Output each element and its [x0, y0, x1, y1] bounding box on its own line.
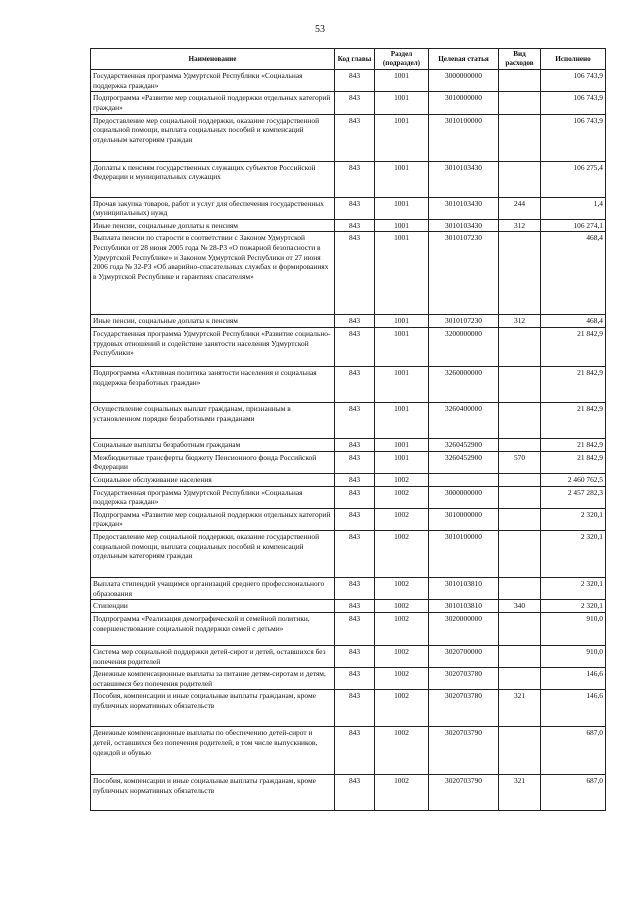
row-type [499, 70, 541, 92]
row-code: 843 [335, 486, 375, 508]
row-type: 340 [499, 600, 541, 613]
row-code: 843 [335, 578, 375, 600]
row-article: 3010103430 [429, 197, 499, 219]
row-article: 3010107230 [429, 232, 499, 315]
row-done: 2 457 282,3 [541, 486, 606, 508]
row-done: 2 460 762,5 [541, 473, 606, 486]
row-article: 3020703780 [429, 690, 499, 727]
row-article: 3020700000 [429, 645, 499, 667]
table-row [91, 92, 606, 114]
row-name: Государственная программа Удмуртской Республики «Социальная поддержка граждан» [91, 486, 335, 508]
row-type: 312 [499, 219, 541, 232]
row-type: 321 [499, 775, 541, 811]
row-code: 843 [335, 690, 375, 727]
row-article: 3260400000 [429, 403, 499, 439]
row-section: 1002 [375, 612, 429, 645]
row-code: 843 [335, 531, 375, 578]
row-section: 1001 [375, 219, 429, 232]
row-name: Пособия, компенсации и иные социальные выплаты гражданам, кроме публичных нормативных обязательств [91, 690, 335, 727]
table-row [91, 232, 606, 315]
table-row [91, 612, 606, 645]
row-section: 1001 [375, 161, 429, 197]
row-article: 3000000000 [429, 486, 499, 508]
row-section: 1001 [375, 92, 429, 114]
table-row [91, 70, 606, 92]
row-code: 843 [335, 315, 375, 328]
row-done: 468,4 [541, 315, 606, 328]
table-row [91, 727, 606, 775]
row-section: 1001 [375, 328, 429, 367]
row-done: 106 274,1 [541, 219, 606, 232]
row-article: 3020703780 [429, 668, 499, 690]
table-row [91, 451, 606, 473]
row-article: 3020000000 [429, 612, 499, 645]
row-name: Подпрограмма «Активная политика занятости населения и социальная поддержка безработных граждан» [91, 367, 335, 403]
row-section: 1001 [375, 114, 429, 161]
row-article: 3260452900 [429, 451, 499, 473]
row-type [499, 403, 541, 439]
row-done: 1,4 [541, 197, 606, 219]
row-name: Подпрограмма «Реализация демографической и семейной политики, совершенствование социальной поддержки семей с детьми» [91, 612, 335, 645]
row-article: 3260000000 [429, 367, 499, 403]
row-name: Предоставление мер социальной поддержки, оказание государственной социальной помощи, выплата социальных пособий и компенсаций отдельным категориям граждан [91, 114, 335, 161]
row-type [499, 531, 541, 578]
row-article: 3200000000 [429, 328, 499, 367]
row-article: 3010100000 [429, 114, 499, 161]
row-name: Денежные компенсационные выплаты за питание детям-сиротам и детям, оставшимся без попечения родителей [91, 668, 335, 690]
row-name: Стипендии [91, 600, 335, 613]
row-article: 3020703790 [429, 775, 499, 811]
row-type: 244 [499, 197, 541, 219]
row-section: 1002 [375, 473, 429, 486]
header-type: Вид расходов [499, 49, 541, 70]
row-section: 1002 [375, 690, 429, 727]
row-code: 843 [335, 451, 375, 473]
row-section: 1002 [375, 531, 429, 578]
row-name: Выплата стипендий учащимся организаций среднего профессионального образования [91, 578, 335, 600]
header-code: Код главы [335, 49, 375, 70]
row-type [499, 473, 541, 486]
row-section: 1001 [375, 451, 429, 473]
row-article: 3010103430 [429, 161, 499, 197]
table-row [91, 668, 606, 690]
row-name: Прочая закупка товаров, работ и услуг для обеспечения государственных (муниципальных) нужд [91, 197, 335, 219]
row-section: 1001 [375, 197, 429, 219]
row-section: 1002 [375, 727, 429, 775]
table-row [91, 367, 606, 403]
row-done: 146,6 [541, 690, 606, 727]
row-article: 3010103810 [429, 600, 499, 613]
header-name: Наименование [91, 49, 335, 70]
row-name: Система мер социальной поддержки детей-сирот и детей, оставшихся без попечения родителей [91, 645, 335, 667]
row-done: 2 320,1 [541, 600, 606, 613]
row-done: 2 320,1 [541, 531, 606, 578]
table-row [91, 219, 606, 232]
row-done: 146,6 [541, 668, 606, 690]
row-section: 1002 [375, 668, 429, 690]
row-code: 843 [335, 612, 375, 645]
row-article: 3260452900 [429, 439, 499, 452]
row-article: 3010107230 [429, 315, 499, 328]
row-code: 843 [335, 328, 375, 367]
row-code: 843 [335, 775, 375, 811]
row-type [499, 645, 541, 667]
row-code: 843 [335, 473, 375, 486]
row-article: 3010103810 [429, 578, 499, 600]
row-name: Иные пенсии, социальные доплаты к пенсиям [91, 219, 335, 232]
row-name: Социальное обслуживание населения [91, 473, 335, 486]
row-type [499, 439, 541, 452]
row-name: Государственная программа Удмуртской Республики «Развитие социально-трудовых отношений и содействие занятости населения Удмуртской Республики» [91, 328, 335, 367]
table-row [91, 600, 606, 613]
row-name: Межбюджетные трансферты бюджету Пенсионного фонда Российской Федерации [91, 451, 335, 473]
row-article: 3010000000 [429, 92, 499, 114]
row-done: 106 743,9 [541, 70, 606, 92]
table-row [91, 315, 606, 328]
budget-table [90, 48, 606, 811]
row-code: 843 [335, 403, 375, 439]
row-done: 910,0 [541, 645, 606, 667]
row-article: 3020703790 [429, 727, 499, 775]
row-type [499, 486, 541, 508]
row-section: 1001 [375, 315, 429, 328]
row-name: Денежные компенсационные выплаты по обеспечению детей-сирот и детей, оставшихся без попечения родителей, в том числе выпускников, одеждой и обувью [91, 727, 335, 775]
row-code: 843 [335, 600, 375, 613]
row-done: 21 842,9 [541, 403, 606, 439]
row-done: 687,0 [541, 727, 606, 775]
row-done: 2 320,1 [541, 508, 606, 530]
row-type: 312 [499, 315, 541, 328]
row-section: 1002 [375, 645, 429, 667]
row-name: Выплата пенсии по старости в соответствии с Законом Удмуртской Республики от 28 июня 2005 года № 28-РЗ «О пожарной безопасности в Удмуртской Республике» и Законом Удмуртской Республики от 27 июня 2006 года № 32-РЗ «Об аварийно-спасательных службах и формированиях в Удмуртской Республике и гарантиях спасателям» [91, 232, 335, 315]
table-row [91, 114, 606, 161]
row-section: 1001 [375, 232, 429, 315]
row-type [499, 727, 541, 775]
row-code: 843 [335, 232, 375, 315]
row-section: 1001 [375, 439, 429, 452]
row-done: 2 320,1 [541, 578, 606, 600]
row-done: 106 275,4 [541, 161, 606, 197]
table-row [91, 161, 606, 197]
table-header-row [91, 49, 606, 70]
row-done: 468,4 [541, 232, 606, 315]
row-name: Подпрограмма «Развитие мер социальной поддержки отдельных категорий граждан» [91, 508, 335, 530]
table-row [91, 578, 606, 600]
row-code: 843 [335, 668, 375, 690]
row-type [499, 508, 541, 530]
row-code: 843 [335, 197, 375, 219]
row-section: 1001 [375, 367, 429, 403]
row-name: Доплаты к пенсиям государственных служащих субъектов Российской Федерации и муниципальных служащих [91, 161, 335, 197]
row-article: 3010103430 [429, 219, 499, 232]
row-done: 21 842,9 [541, 328, 606, 367]
row-done: 106 743,9 [541, 114, 606, 161]
row-done: 106 743,9 [541, 92, 606, 114]
row-section: 1001 [375, 403, 429, 439]
row-done: 910,0 [541, 612, 606, 645]
row-code: 843 [335, 645, 375, 667]
row-article: 3010100000 [429, 531, 499, 578]
row-code: 843 [335, 367, 375, 403]
row-name: Государственная программа Удмуртской Республики «Социальная поддержка граждан» [91, 70, 335, 92]
row-code: 843 [335, 114, 375, 161]
row-type [499, 578, 541, 600]
row-code: 843 [335, 439, 375, 452]
table-row [91, 508, 606, 530]
table-row [91, 531, 606, 578]
row-name: Социальные выплаты безработным гражданам [91, 439, 335, 452]
table-row [91, 439, 606, 452]
table-row [91, 690, 606, 727]
header-article: Целевая статья [429, 49, 499, 70]
row-type [499, 367, 541, 403]
header-section: Раздел (подраздел) [375, 49, 429, 70]
row-done: 21 842,9 [541, 367, 606, 403]
table-row [91, 403, 606, 439]
row-type: 321 [499, 690, 541, 727]
row-section: 1002 [375, 775, 429, 811]
row-section: 1002 [375, 600, 429, 613]
row-name: Осуществление социальных выплат гражданам, признанным в установленном порядке безработными гражданами [91, 403, 335, 439]
row-code: 843 [335, 92, 375, 114]
row-type [499, 114, 541, 161]
row-type [499, 92, 541, 114]
table-row [91, 645, 606, 667]
row-name: Подпрограмма «Развитие мер социальной поддержки отдельных категорий граждан» [91, 92, 335, 114]
row-code: 843 [335, 727, 375, 775]
row-name: Иные пенсии, социальные доплаты к пенсиям [91, 315, 335, 328]
table-body [91, 70, 606, 811]
row-code: 843 [335, 70, 375, 92]
table-row [91, 197, 606, 219]
table-row [91, 473, 606, 486]
row-type [499, 232, 541, 315]
row-type [499, 161, 541, 197]
row-section: 1001 [375, 70, 429, 92]
row-code: 843 [335, 219, 375, 232]
row-name: Предоставление мер социальной поддержки, оказание государственной социальной помощи, выплата социальных пособий и компенсаций отдельным категориям граждан [91, 531, 335, 578]
row-article: 3000000000 [429, 70, 499, 92]
row-name: Пособия, компенсации и иные социальные выплаты гражданам, кроме публичных нормативных обязательств [91, 775, 335, 811]
row-article [429, 473, 499, 486]
row-code: 843 [335, 508, 375, 530]
page-number: 53 [315, 24, 325, 35]
header-done: Исполнено [541, 49, 606, 70]
table-row [91, 486, 606, 508]
row-code: 843 [335, 161, 375, 197]
row-section: 1002 [375, 486, 429, 508]
row-section: 1002 [375, 578, 429, 600]
row-type [499, 612, 541, 645]
row-done: 687,0 [541, 775, 606, 811]
row-section: 1002 [375, 508, 429, 530]
table-row [91, 328, 606, 367]
row-done: 21 842,9 [541, 451, 606, 473]
row-type: 570 [499, 451, 541, 473]
row-article: 3010000000 [429, 508, 499, 530]
row-done: 21 842,9 [541, 439, 606, 452]
table-row [91, 775, 606, 811]
row-type [499, 668, 541, 690]
row-type [499, 328, 541, 367]
